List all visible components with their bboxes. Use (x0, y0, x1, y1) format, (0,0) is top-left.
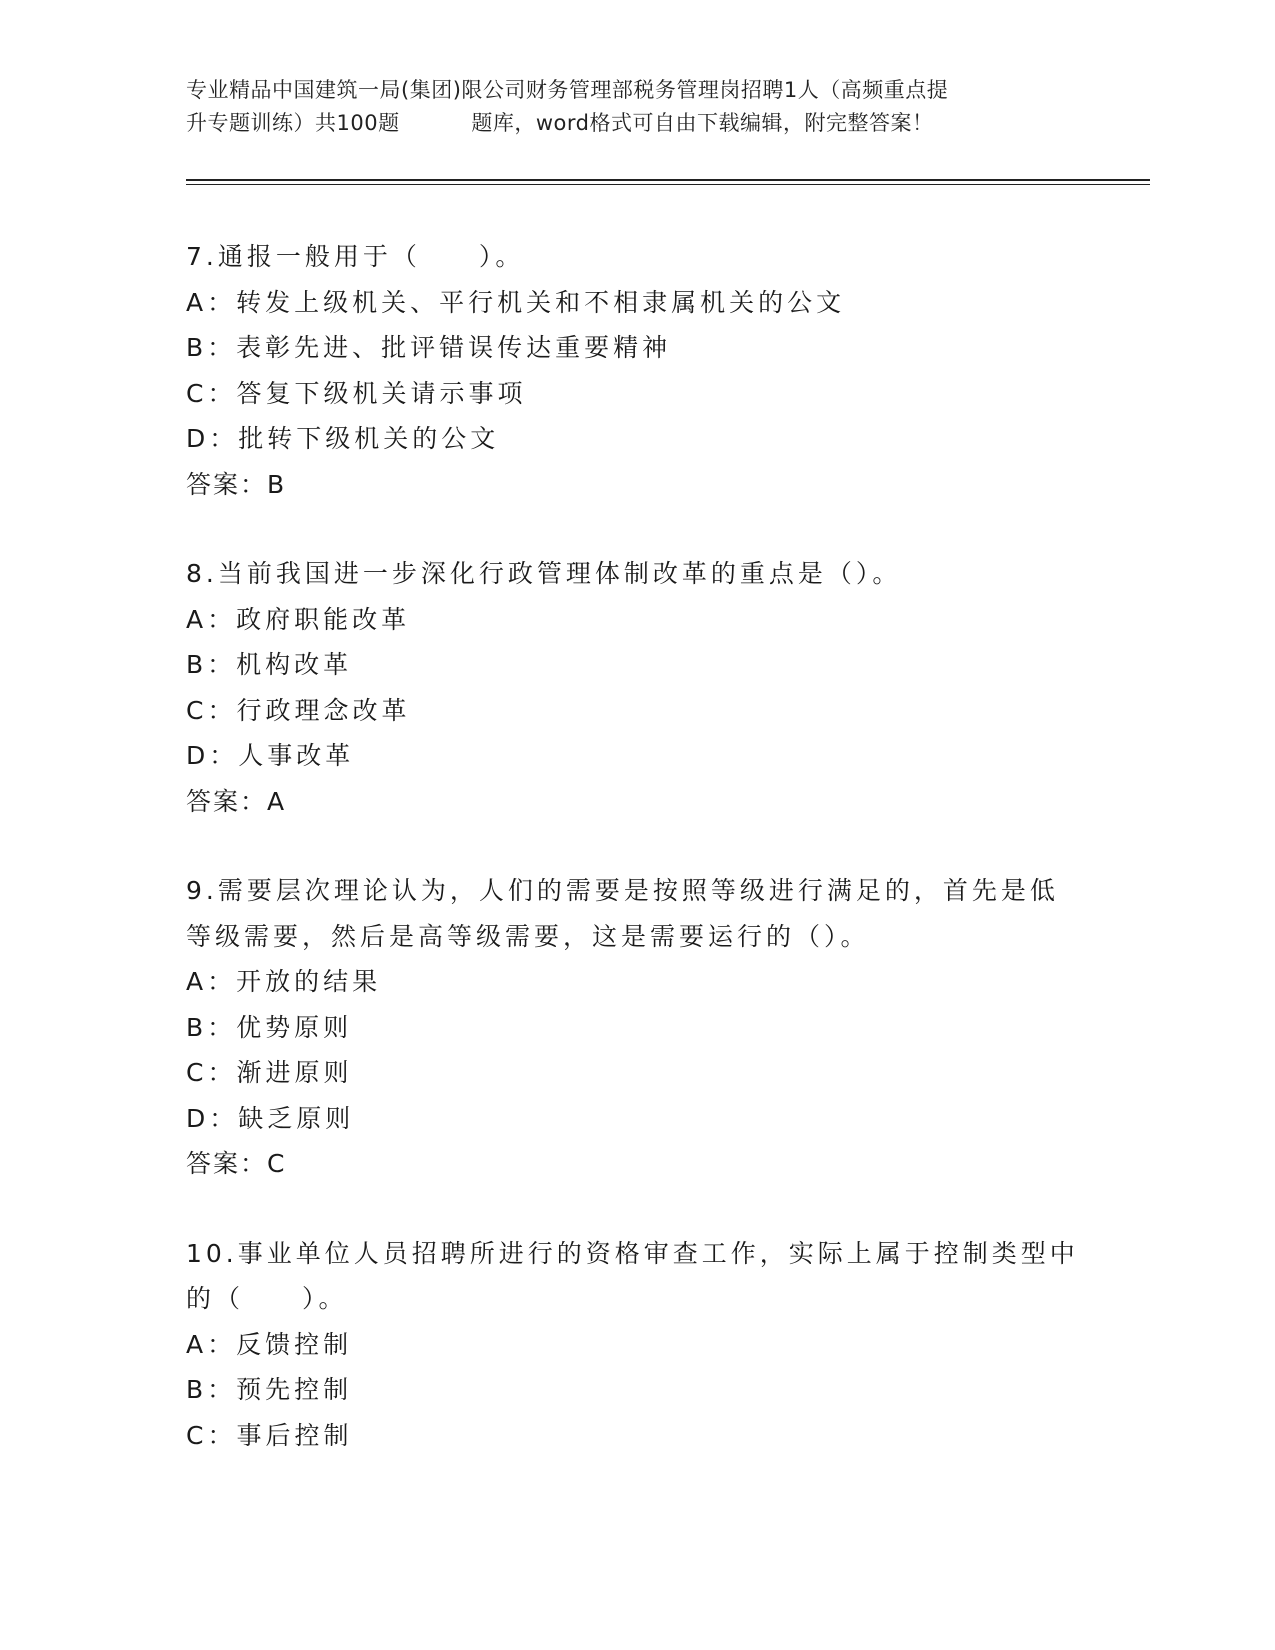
question-7 (186, 234, 1086, 507)
option-d: D：缺乏原则 (186, 1103, 355, 1133)
option-b: B：机构改革 (186, 650, 353, 679)
question-text: 9.需要层次理论认为，人们的需要是按照等级进行满足的，首先是低 (186, 876, 1059, 905)
header-rule-thin (186, 184, 1150, 185)
option-c: C：行政理念改革 (186, 695, 411, 725)
option-a: A：反馈控制 (186, 1329, 353, 1359)
option-d: D：人事改革 (186, 741, 355, 770)
question-text-continued: 的（ ）。 (186, 1284, 348, 1313)
question-9 (186, 868, 1086, 1187)
question-text: 7.通报一般用于（ ）。 (186, 242, 525, 271)
option-b: B：表彰先进、批评错误传达重要精神 (186, 333, 672, 362)
option-a: A：政府职能改革 (186, 604, 411, 634)
option-c: C：事后控制 (186, 1420, 353, 1450)
option-b: B：优势原则 (186, 1012, 353, 1042)
header-line-2 (186, 107, 1086, 140)
question-text: 10.事业单位人员招聘所进行的资格审查工作，实际上属于控制类型中 (186, 1238, 1079, 1268)
answer: 答案：B (186, 469, 287, 499)
question-text: 8.当前我国进一步深化行政管理体制改革的重点是（）。 (186, 559, 902, 588)
question-10 (186, 1231, 1086, 1459)
option-b: B：预先控制 (186, 1375, 353, 1404)
header-rule-thick (186, 179, 1150, 181)
option-a: A：转发上级机关、平行机关和不相隶属机关的公文 (186, 287, 846, 317)
option-c: C：答复下级机关请示事项 (186, 378, 527, 408)
option-a: A：开放的结果 (186, 967, 382, 996)
answer: 答案：C (186, 1149, 287, 1178)
question-text-continued: 等级需要，然后是高等级需要，这是需要运行的（）。 (186, 921, 870, 951)
page-header (186, 74, 1086, 140)
question-8 (186, 551, 1086, 824)
header-line-1: 专业精品中国建筑一局(集团)限公司财务管理部税务管理岗招聘1人（高频重点提 (186, 78, 949, 102)
answer: 答案：A (186, 786, 287, 816)
option-c: C：渐进原则 (186, 1058, 353, 1087)
header-line-2-right: 题库，word格式可自由下载编辑，附完整答案！ (471, 111, 934, 135)
question-list (186, 234, 1086, 1502)
option-d: D：批转下级机关的公文 (186, 424, 500, 453)
header-line-2-left: 升专题训练）共100题 (186, 111, 400, 135)
